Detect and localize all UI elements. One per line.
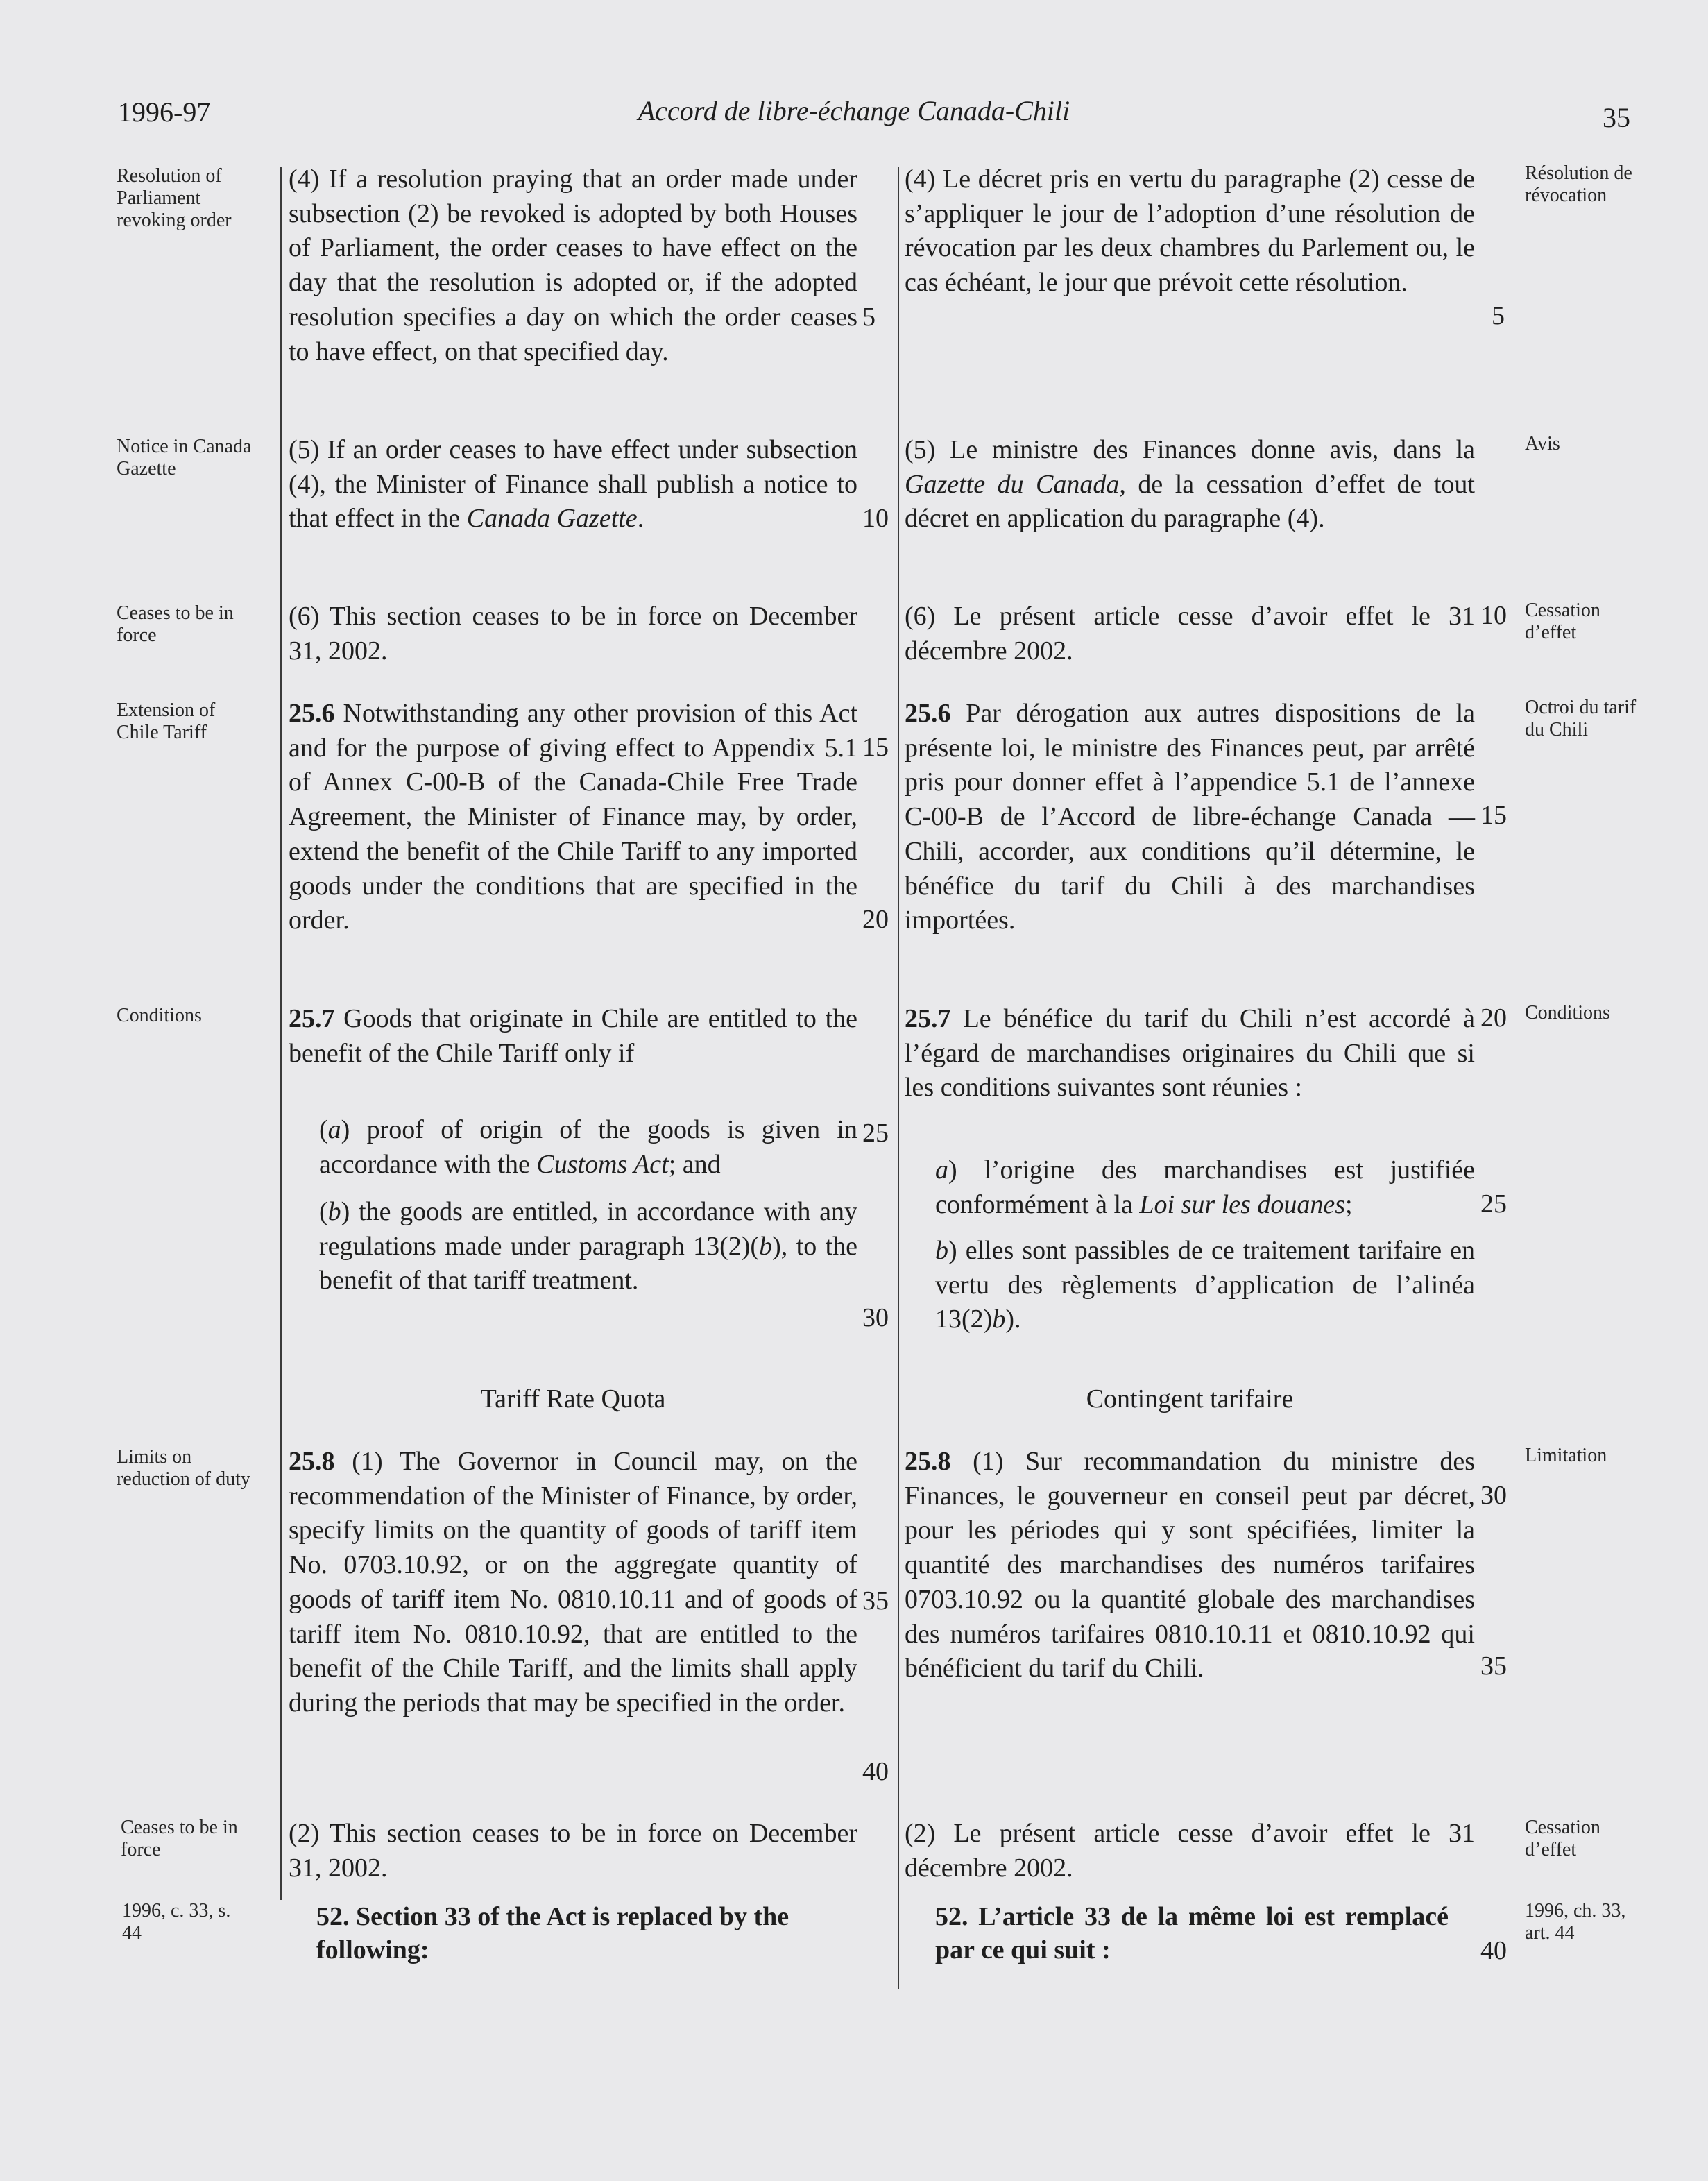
line-number: 30 bbox=[862, 1303, 889, 1332]
fr-subsection-5: (5) Le ministre des Finances donne avis, dans la Gazette du Canada, de la cessation d’effet de tout décret en application du paragraphe (4). bbox=[905, 435, 1475, 534]
en-paragraph-a: (a) proof of origin of the goods is given in accordance with the Customs Act; and bbox=[319, 1115, 857, 1179]
line-number: 40 bbox=[862, 1757, 889, 1786]
line-number: 5 bbox=[1492, 301, 1505, 330]
margin-note-right: Avis bbox=[1525, 433, 1560, 455]
line-number: 10 bbox=[1480, 601, 1507, 630]
line-number: 35 bbox=[862, 1586, 889, 1615]
line-number: 35 bbox=[1480, 1652, 1507, 1681]
fr-section-25-7: 25.7 Le bénéfice du tarif du Chili n’est accordé à l’égard de marchandises originaires du Chili que si les conditions suivantes sont réunies : bbox=[905, 1004, 1475, 1103]
margin-note-left: Notice in Canada Gazette bbox=[117, 436, 252, 480]
en-section-25-6: 25.6 Notwithstanding any other provision of this Act and for the purpose of giving effect to Appendix 5.1 of Annex C-00-B of the Canada-Chile Free Trade Agreement, the Minister of Finance may, by order, extend the benefit of the Chile Tariff to any imported goods under the conditions that are specified in the order. bbox=[289, 699, 857, 935]
en-section-25-8: 25.8 (1) The Governor in Council may, on the recommendation of the Minister of Finance, by order, specify limits on the quantity of goods of tariff item No. 0703.10.92, or on the aggregate quantity of goods of tariff item No. 0810.10.11 and of goods of tariff item No. 0810.10.92, that are entitled to the benefit of the Chile Tariff, and the limits shall apply during the periods that may be specified in the order. bbox=[289, 1447, 857, 1717]
fr-section-25-8-2: (2) Le présent article cesse d’avoir effet le 31 décembre 2002. bbox=[905, 1819, 1475, 1883]
fr-section-25-6: 25.6 Par dérogation aux autres dispositions de la présente loi, le ministre des Finances peut, par arrêté pris pour donner effet à l’appendice 5.1 de l’annexe C-00-B de l’Accord de libre-échange Canada — Chili, accorder, aux conditions qu’il détermine, le bénéfice du tarif du Chili à des marchandises importées. bbox=[905, 699, 1475, 935]
fr-section-25-8: 25.8 (1) Sur recommandation du ministre des Finances, le gouverneur en conseil peut par décret, pour les périodes qui y sont spécifiées, limiter la quantité des marchandises des numéros tarifaires 0703.10.92 ou la quantité globale des marchandises des numéros tarifaires 0810.10.11 et 0810.10.92 qui bénéficient du tarif du Chili. bbox=[905, 1447, 1475, 1683]
margin-note-right: Limitation bbox=[1525, 1445, 1607, 1466]
margin-note-right: Cessation d’effet bbox=[1525, 1817, 1600, 1860]
line-number: 20 bbox=[862, 905, 889, 934]
line-number: 15 bbox=[1480, 801, 1507, 830]
page-number: 35 bbox=[1603, 102, 1630, 133]
en-heading: Tariff Rate Quota bbox=[480, 1384, 666, 1414]
fr-paragraph-a: a) l’origine des marchandises est justifiée conformément à la Loi sur les douanes; bbox=[935, 1155, 1475, 1219]
margin-note-right: Octroi du tarif du Chili bbox=[1525, 697, 1637, 740]
margin-note-left: Ceases to be in force bbox=[117, 602, 234, 646]
margin-note-left: Limits on reduction of duty bbox=[117, 1446, 250, 1490]
en-paragraph-b: (b) the goods are entitled, in accordance with any regulations made under paragraph 13(2)(b), to the benefit of that tariff treatment. bbox=[319, 1197, 858, 1296]
fr-paragraph-b: b) elles sont passibles de ce traitement tarifaire en vertu des règlements d’application de l’alinéa 13(2)b). bbox=[935, 1236, 1475, 1334]
header-year: 1996-97 bbox=[118, 96, 211, 128]
line-number: 5 bbox=[862, 303, 876, 332]
margin-note-right: Cessation d’effet bbox=[1525, 600, 1600, 643]
margin-note-right: Résolution de révocation bbox=[1525, 162, 1632, 206]
en-subsection-6: (6) This section ceases to be in force on December 31, 2002. bbox=[289, 602, 857, 665]
line-number: 25 bbox=[862, 1119, 889, 1148]
line-number: 25 bbox=[1480, 1189, 1507, 1219]
fr-subsection-6: (6) Le présent article cesse d’avoir effet le 31 décembre 2002. bbox=[905, 602, 1475, 665]
fr-heading: Contingent tarifaire bbox=[1086, 1384, 1294, 1414]
center-column-rule bbox=[898, 167, 899, 1989]
en-section-52: 52. Section 33 of the Act is replaced by the following: bbox=[316, 1902, 789, 1964]
line-number: 20 bbox=[1480, 1003, 1507, 1033]
en-section-25-8-2: (2) This section ceases to be in force on December 31, 2002. bbox=[289, 1819, 857, 1883]
margin-note-left: Resolution of Parliament revoking order bbox=[117, 165, 232, 231]
en-section-25-7: 25.7 Goods that originate in Chile are entitled to the benefit of the Chile Tariff only if bbox=[289, 1004, 857, 1068]
line-number: 15 bbox=[862, 733, 889, 762]
left-column-rule bbox=[280, 167, 282, 1900]
line-number: 40 bbox=[1480, 1936, 1507, 1965]
en-subsection-4: (4) If a resolution praying that an order made under subsection (2) be revoked is adopted by both Houses of Parliament, the order ceases to have effect on the day that the resolution is adopted or, if the adopted resolution specifies a day on which the order ceases to have effect, on that specified day. bbox=[289, 164, 857, 366]
margin-note-left: 1996, c. 33, s. 44 bbox=[122, 1900, 231, 1944]
header-title: Accord de libre-échange Canada-Chili bbox=[638, 95, 1070, 126]
margin-note-left: Conditions bbox=[117, 1005, 202, 1026]
line-number: 10 bbox=[862, 504, 889, 533]
margin-note-left: Extension of Chile Tariff bbox=[117, 699, 216, 743]
line-number: 30 bbox=[1480, 1481, 1507, 1510]
fr-section-52: 52. L’article 33 de la même loi est remplacé par ce qui suit : bbox=[935, 1902, 1449, 1964]
margin-note-right: Conditions bbox=[1525, 1002, 1610, 1024]
fr-subsection-4: (4) Le décret pris en vertu du paragraphe (2) cesse de s’appliquer le jour de l’adoption d’une résolution de révocation par les deux chambres du Parlement ou, le cas échéant, le jour que prévoit cette résolution. bbox=[905, 164, 1475, 298]
en-subsection-5: (5) If an order ceases to have effect under subsection (4), the Minister of Finance shall publish a notice to that effect in the Canada Gazette. bbox=[289, 435, 857, 534]
margin-note-right: 1996, ch. 33, art. 44 bbox=[1525, 1900, 1626, 1944]
margin-note-left: Ceases to be in force bbox=[121, 1817, 238, 1860]
